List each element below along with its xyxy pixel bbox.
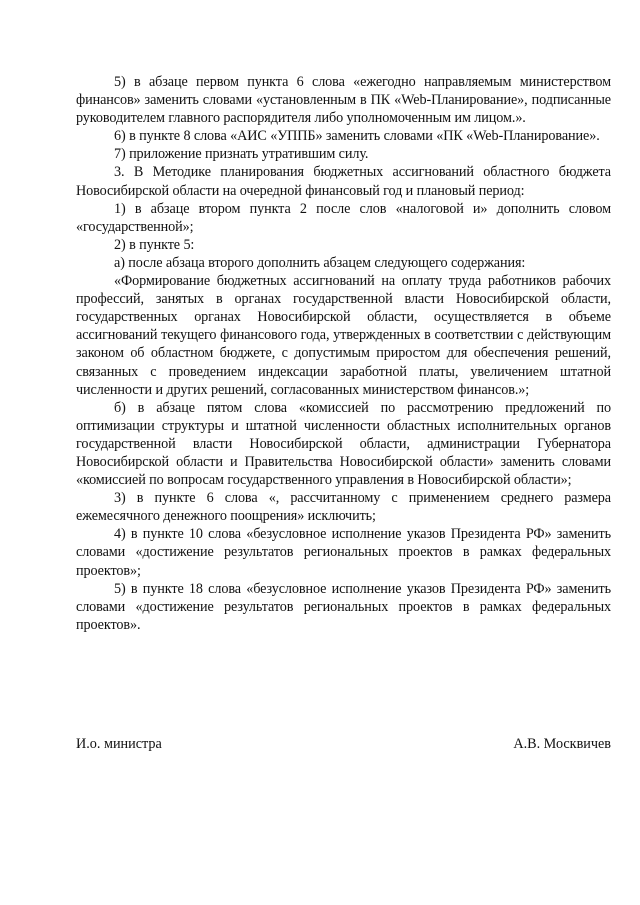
paragraph-subitem-4: 4) в пункте 10 слова «безусловное исполнение указов Президента РФ» заменить словами «достижение результатов региональных проектов в рамках федеральных проектов»; [76, 526, 611, 579]
paragraph-subitem-2: 2) в пункте 5: [114, 236, 195, 253]
signatory-position: И.о. министра [76, 736, 162, 752]
paragraph-item-6: 6) в пункте 8 слова «АИС «УППБ» заменить словами «ПК «Web-Планирование». [114, 128, 600, 145]
paragraph-item-5: 5) в абзаце первом пункта 6 слова «ежегодно направляемым министерством финансов» заменить словами «установленным в ПК «Web-Планирование», подписанные руководителем главного распорядителя либо уполномоченным им лицом.». [76, 74, 611, 127]
paragraph-subitem-a: а) после абзаца второго дополнить абзацем следующего содержания: [114, 254, 526, 271]
signature-block [76, 735, 611, 753]
paragraph-item-7: 7) приложение признать утратившим силу. [114, 146, 369, 163]
paragraph-subitem-1: 1) в абзаце втором пункта 2 после слов «налоговой и» дополнить словом «государственной»; [76, 200, 611, 235]
paragraph-quoted-text: «Формирование бюджетных ассигнований на оплату труда работников рабочих профессий, занятых в органах государственной власти Новосибирской области, государственных органах Новосибирской области, осуществляется в объеме ассигнований текущего финансового года, утвержденных в соответствии с действующим законом об областном бюджете, с допустимым приростом для обеспечения решений, связанных с проведением индексации заработной платы, увеличением штатной численности и других решений, согласованных министерством финансов.»; [76, 273, 611, 398]
paragraph-section-3: 3. В Методике планирования бюджетных ассигнований областного бюджета Новосибирской области на очередной финансовый год и плановый период: [76, 164, 611, 199]
paragraph-subitem-5: 5) в пункте 18 слова «безусловное исполнение указов Президента РФ» заменить словами «достижение результатов региональных проектов в рамках федеральных проектов». [76, 580, 611, 633]
paragraph-subitem-3: 3) в пункте 6 слова «, рассчитанному с применением среднего размера ежемесячного денежного поощрения» исключить; [76, 490, 611, 525]
signatory-name: А.В. Москвичев [513, 736, 611, 752]
paragraph-subitem-b: б) в абзаце пятом слова «комиссией по рассмотрению предложений по оптимизации структуры и штатной численности областных исполнительных органов государственной власти Новосибирской области, администрации Губернатора Новосибирской области и Правительства Новосибирской области» заменить словами «комиссией по вопросам государственного управления в Новосибирской области»; [76, 399, 611, 489]
document-body [76, 73, 611, 634]
